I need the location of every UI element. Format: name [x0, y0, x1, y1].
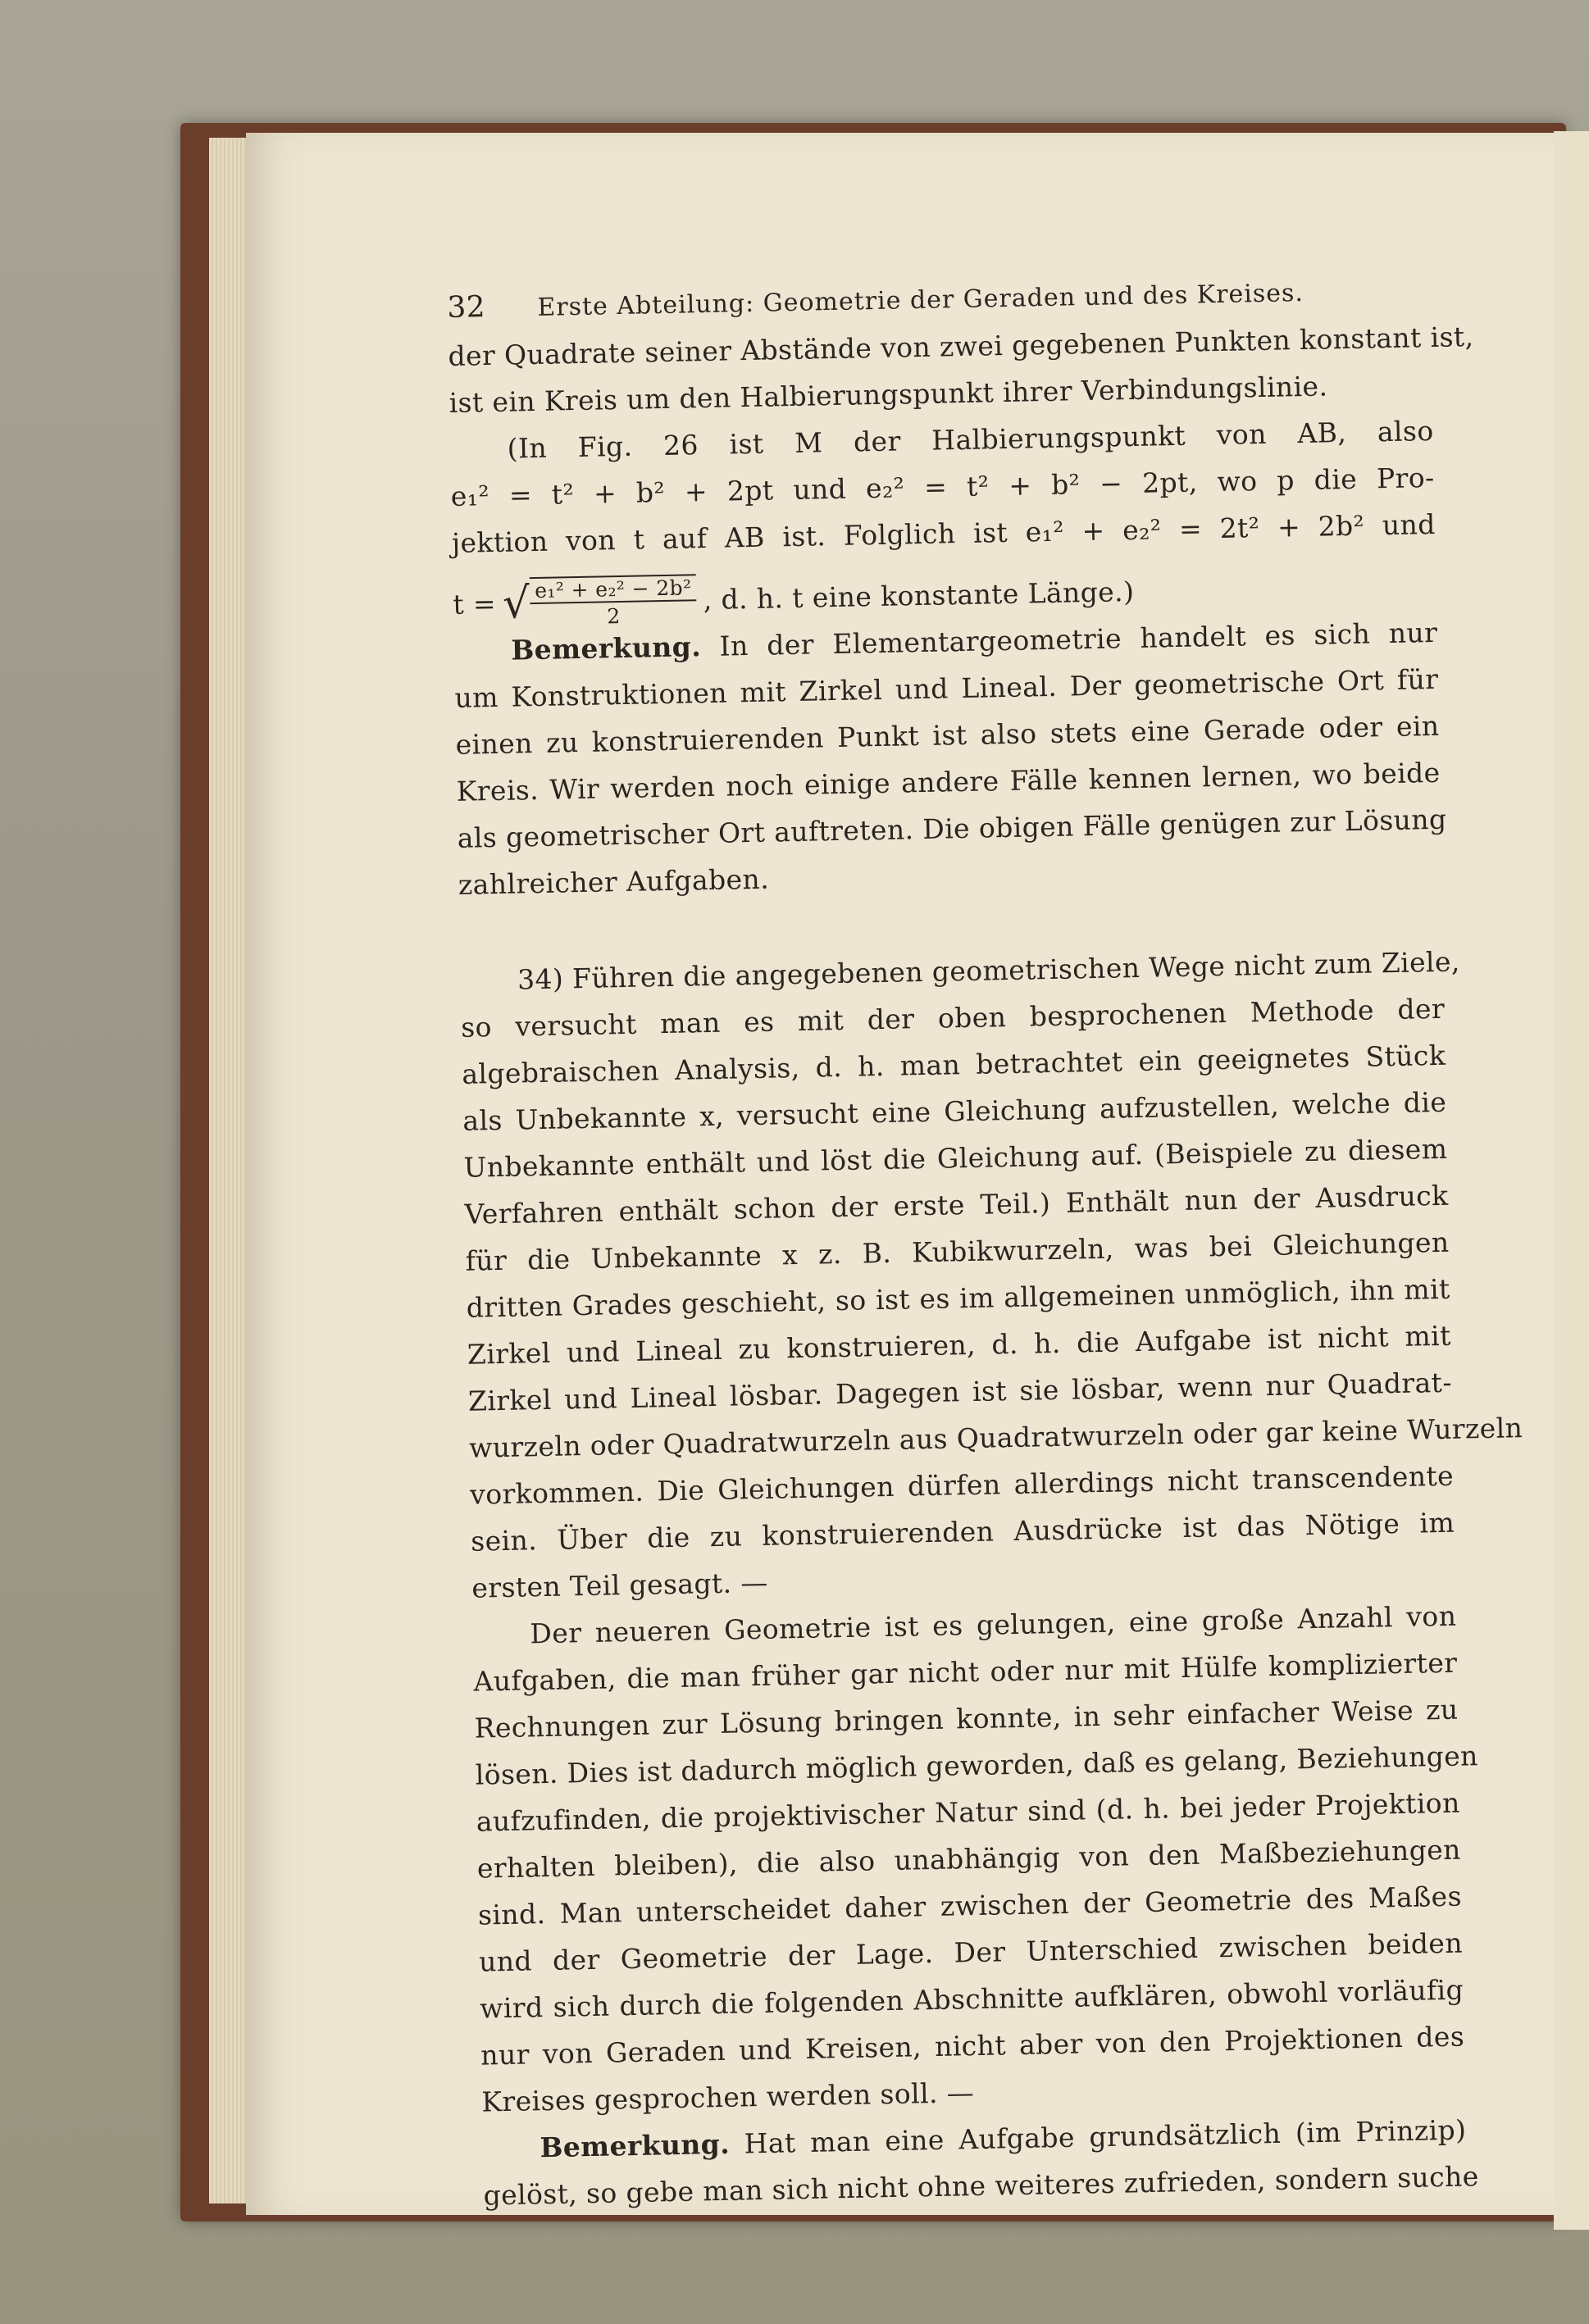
radical-sign-icon: √ — [502, 578, 531, 629]
text-line: erhalten bleiben), die also unabhängig von den Maßbeziehungen — [476, 1833, 1462, 1885]
remark-label: Bemerkung. — [511, 630, 702, 666]
text-line: Zirkel und Lineal lösbar. Dagegen ist sie lösbar, wenn nur Quadrat- — [467, 1366, 1453, 1417]
text-line: jektion von t auf AB ist. Folglich ist e₁² + e₂² = 2t² + 2b² und — [451, 507, 1436, 559]
text-line: sind. Man unterscheidet daher zwischen der Geometrie des Maßes — [477, 1880, 1463, 1931]
text-line: einen zu konstruierenden Punkt ist also stets eine Gerade oder ein — [455, 709, 1440, 761]
text-line: zahlreicher Aufgaben. — [458, 862, 770, 901]
text-line: für die Unbekannte x z. B. Kubikwurzeln, was bei Gleichungen — [465, 1226, 1450, 1277]
text-line: Aufgaben, die man früher gar nicht oder nur mit Hülfe komplizierter — [473, 1646, 1458, 1698]
text-line: Rechnungen zur Lösung bringen konnte, in sehr einfacher Weise zu — [474, 1693, 1459, 1744]
facing-page-edge — [1554, 131, 1589, 2230]
text-line: ersten Teil gesagt. — — [471, 1566, 769, 1604]
text-line: wird sich durch die folgenden Abschnitte aufklären, obwohl vorläufig — [479, 1973, 1464, 2025]
text-line: Der neueren Geometrie ist es gelungen, eine große Anzahl von — [530, 1599, 1457, 1650]
text-line: Unbekannte enthält und löst die Gleichung auf. (Beispiele zu diesem — [463, 1132, 1448, 1184]
text-line: 34) Führen die angegebenen geometrischen Wege nicht zum Ziele, — [517, 945, 1461, 996]
formula-rest: , d. h. t eine konstante Länge.) — [703, 575, 1135, 616]
page-text — [447, 272, 1523, 2226]
text-line: ist ein Kreis um den Halbierungspunkt ihrer Verbindungslinie. — [448, 370, 1328, 419]
formula-lhs: t = — [452, 587, 497, 621]
text-line: als Unbekannte x, versucht eine Gleichung aufzustellen, welche die — [462, 1085, 1447, 1137]
text-line: als geometrischer Ort auftreten. Die obigen Fälle genügen zur Lösung — [457, 803, 1447, 854]
text-line: Verfahren enthält schon der erste Teil.) Enthält nun der Ausdruck — [464, 1179, 1449, 1230]
fraction — [530, 574, 697, 630]
text-line: Kreis. Wir werden noch einige andere Fälle kennen lernen, wo beide — [456, 756, 1441, 807]
page-number: 32 — [447, 290, 486, 325]
text-line: vorkommen. Die Gleichungen dürfen allerdings nicht transcendente — [469, 1459, 1455, 1511]
text-line: dritten Grades geschieht, so ist es im allgemeinen unmöglich, ihn mit — [466, 1272, 1450, 1324]
text-line: gelöst, so gebe man sich nicht ohne weiteres zufrieden, sondern suche — [483, 2160, 1479, 2212]
square-root — [502, 574, 697, 630]
text-line: e₁² = t² + b² + 2pt und e₂² = t² + b² − 2pt, wo p die Pro- — [450, 461, 1435, 512]
text-line: lösen. Dies ist dadurch möglich geworden, daß es gelang, Beziehungen — [475, 1740, 1479, 1791]
text-line: algebraischen Analysis, d. h. man betrachtet ein geeignetes Stück — [461, 1039, 1446, 1090]
remark-text: In der Elementargeometrie handelt es sich nur — [719, 616, 1438, 662]
text-line: und der Geometrie der Lage. Der Unterschied zwischen beiden — [478, 1926, 1464, 1978]
text-line: um Konstruktionen mit Zirkel und Lineal. Der geometrische Ort für — [454, 662, 1439, 714]
fraction-numerator: e₁² + e₂² − 2b² — [530, 574, 697, 604]
text-line: der Quadrate seiner Abstände von zwei gegebenen Punkten konstant ist, — [448, 320, 1474, 372]
text-line: so versucht man es mit der oben besprochenen Methode der — [460, 992, 1446, 1044]
text-line: sein. Über die zu konstruierenden Ausdrücke ist das Nötige im — [470, 1506, 1455, 1558]
text-line: aufzufinden, die projektivischer Natur sind (d. h. bei jeder Projektion — [476, 1786, 1461, 1838]
text-line: wurzeln oder Quadratwurzeln aus Quadratwurzeln oder gar keine Wurzeln — [468, 1412, 1523, 1464]
fraction-denominator: 2 — [607, 603, 621, 628]
text-line: Zirkel und Lineal zu konstruieren, d. h. die Aufgabe ist nicht mit — [467, 1319, 1452, 1371]
text-line: Kreises gesprochen werden soll. — — [481, 2076, 975, 2118]
text-line: (In Fig. 26 ist M der Halbierungspunkt von AB, also — [507, 414, 1434, 465]
remark-text: Hat man eine Aufgabe grundsätzlich (im Prinzip) — [744, 2113, 1467, 2160]
text-line: nur von Geraden und Kreisen, nicht aber von den Projektionen des — [480, 2020, 1465, 2072]
remark-label: Bemerkung. — [540, 2127, 731, 2164]
running-head: Erste Abteilung: Geometrie der Geraden und des Kreises. — [537, 278, 1304, 322]
